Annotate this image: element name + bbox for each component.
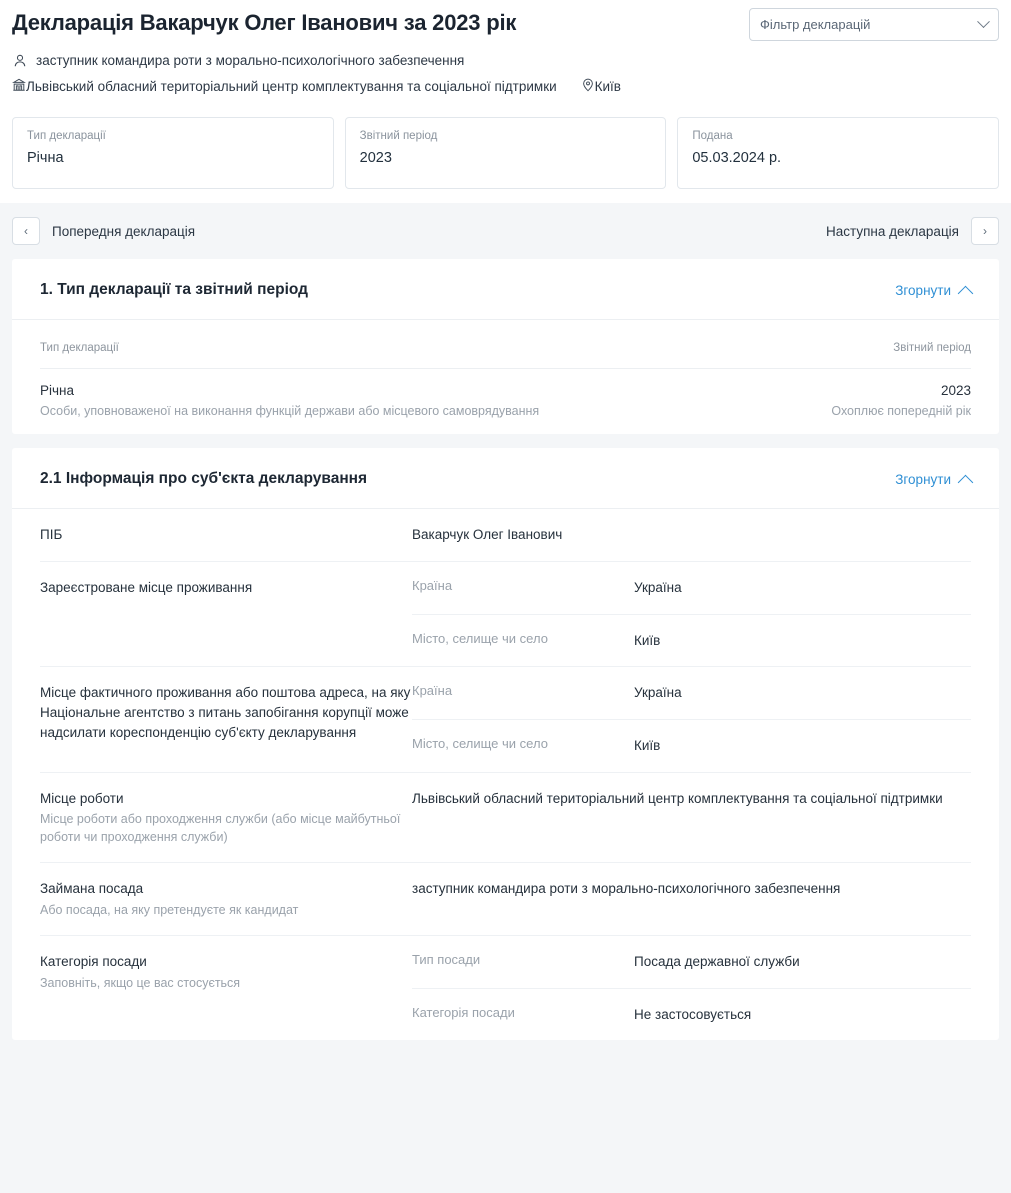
- chevron-right-icon: ›: [983, 224, 987, 238]
- collapse-toggle-section-1[interactable]: [895, 283, 971, 298]
- field-label: Місце фактичного проживання або поштова адреса, на яку Національне агентство з питань запобігання корупції може надсилати кореспонденцію суб'єкту декларування: [40, 685, 411, 740]
- subfield-value: Україна: [634, 580, 682, 596]
- declaration-navigation: [0, 203, 1011, 259]
- subfield-label: Тип посади: [412, 952, 481, 967]
- section-body: [12, 320, 999, 434]
- collapse-toggle-section-2-1[interactable]: [895, 472, 971, 487]
- declaration-type-value: Річна: [40, 383, 75, 398]
- field-value: заступник командира роти з морально-психологічного забезпечення: [412, 881, 841, 897]
- field-full-name: [40, 509, 971, 562]
- subfield-value: Київ: [634, 737, 661, 753]
- chevron-down-icon: [977, 15, 990, 28]
- card-submitted-date: [677, 117, 999, 189]
- table-row: [40, 369, 971, 434]
- subfield-country: [412, 683, 971, 703]
- next-declaration-label[interactable]: Наступна декларація: [825, 223, 959, 239]
- section-header: [12, 259, 999, 320]
- card-declaration-type: [12, 117, 334, 189]
- field-label-text: Займана посада: [40, 881, 144, 897]
- subfield-city: [412, 614, 971, 651]
- subfield-value: Посада державної служби: [634, 954, 800, 969]
- declaration-type-cell: [40, 383, 539, 418]
- subfield-city: [412, 719, 971, 756]
- field-label: [40, 789, 412, 847]
- page-title: Декларація Вакарчук Олег Іванович за 2023 рік: [12, 10, 517, 35]
- card-value: 05.03.2024 р.: [692, 150, 782, 166]
- section-title: 2.1 Інформація про суб'єкта декларування: [40, 470, 368, 487]
- building-icon: [12, 78, 26, 95]
- field-label: [40, 952, 412, 992]
- field-value-group: [412, 525, 971, 545]
- reporting-period-note: Охоплює попередній рік: [831, 404, 971, 418]
- chevron-up-icon: [958, 474, 974, 490]
- field-label: [40, 879, 412, 919]
- position-line: [12, 53, 999, 68]
- card-reporting-period: [345, 117, 667, 189]
- field-label-text: Місце роботи: [40, 790, 124, 806]
- reporting-period-value: 2023: [940, 383, 971, 398]
- field-value-group: [412, 683, 971, 755]
- subfield-country: [412, 578, 971, 598]
- city-text: Київ: [594, 79, 621, 94]
- field-value-group: [412, 952, 971, 1024]
- location-pin-icon: [581, 78, 595, 95]
- collapse-label: Згорнути: [895, 282, 951, 298]
- title-row: [12, 0, 999, 41]
- next-declaration-button[interactable]: [971, 217, 999, 245]
- section-title: 1. Тип декларації та звітний період: [40, 281, 309, 298]
- field-value-group: [412, 578, 971, 650]
- field-value-group: [412, 879, 971, 899]
- prev-declaration-button[interactable]: [12, 217, 40, 245]
- subfield-label: Категорія посади: [412, 1004, 515, 1020]
- summary-cards: [0, 105, 1011, 203]
- field-workplace: [40, 773, 971, 864]
- chevron-up-icon: [958, 285, 974, 301]
- declaration-filter-label: Фільтр декларацій: [760, 17, 871, 32]
- position-text: заступник командира роти з морально-психологічного забезпечення: [36, 53, 465, 68]
- card-label: Подана: [692, 130, 733, 142]
- page-header: [0, 0, 1011, 105]
- subfield-position-type: [412, 952, 971, 972]
- card-label: Звітний період: [359, 130, 438, 142]
- next-nav-group[interactable]: [814, 217, 999, 245]
- section-header: [12, 448, 999, 509]
- section-subject-info: [12, 448, 999, 1040]
- card-label: Тип декларації: [27, 130, 106, 142]
- section-body: [12, 509, 999, 1040]
- field-value: Вакарчук Олег Іванович: [412, 527, 563, 542]
- field-value-group: [412, 789, 971, 809]
- subfield-label: Місто, селище чи село: [412, 735, 548, 751]
- card-value: 2023: [359, 150, 392, 166]
- field-hint: Місце роботи або проходження служби (або місце майбутньої роботи чи проходження служби): [40, 812, 401, 845]
- field-label-text: Категорія посади: [40, 954, 147, 969]
- subfield-label: Місто, селище чи село: [412, 630, 548, 646]
- column-header-left: Тип декларації: [40, 342, 119, 354]
- field-label: Зареєстроване місце проживання: [40, 580, 253, 596]
- column-headers: [40, 320, 971, 369]
- field-hint: Заповніть, якщо це вас стосується: [40, 975, 241, 990]
- subfield-value: Не застосовується: [634, 1006, 752, 1022]
- person-icon: [12, 54, 28, 68]
- section-declaration-type: [12, 259, 999, 434]
- field-label: ПІБ: [40, 527, 63, 542]
- chevron-left-icon: ‹: [24, 224, 28, 238]
- card-value: Річна: [27, 150, 64, 166]
- field-position-category: [40, 936, 971, 1040]
- reporting-period-cell: [831, 383, 971, 418]
- subfield-label: Країна: [412, 683, 453, 699]
- field-hint: Або посада, на яку претендуєте як кандидат: [40, 902, 299, 917]
- collapse-label: Згорнути: [895, 471, 951, 487]
- prev-nav-group[interactable]: [12, 217, 207, 245]
- declaration-type-note: Особи, уповноваженої на виконання функцій держави або місцевого самоврядування: [40, 404, 540, 418]
- field-registered-residence: [40, 562, 971, 667]
- field-actual-residence: [40, 667, 971, 772]
- subfield-label: Країна: [412, 578, 453, 594]
- field-value: Львівський обласний територіальний центр комплектування та соціальної підтримки: [412, 790, 943, 806]
- organization-text: Львівський обласний територіальний центр комплектування та соціальної підтримки: [26, 79, 557, 94]
- field-position: [40, 863, 971, 936]
- organization-line: [12, 78, 999, 95]
- declaration-filter-select[interactable]: [749, 8, 999, 41]
- column-header-right: Звітний період: [893, 342, 971, 354]
- prev-declaration-label[interactable]: Попередня декларація: [52, 223, 196, 239]
- subfield-position-category: [412, 988, 971, 1025]
- subfield-value: Київ: [634, 632, 661, 648]
- subfield-value: Україна: [634, 685, 682, 701]
